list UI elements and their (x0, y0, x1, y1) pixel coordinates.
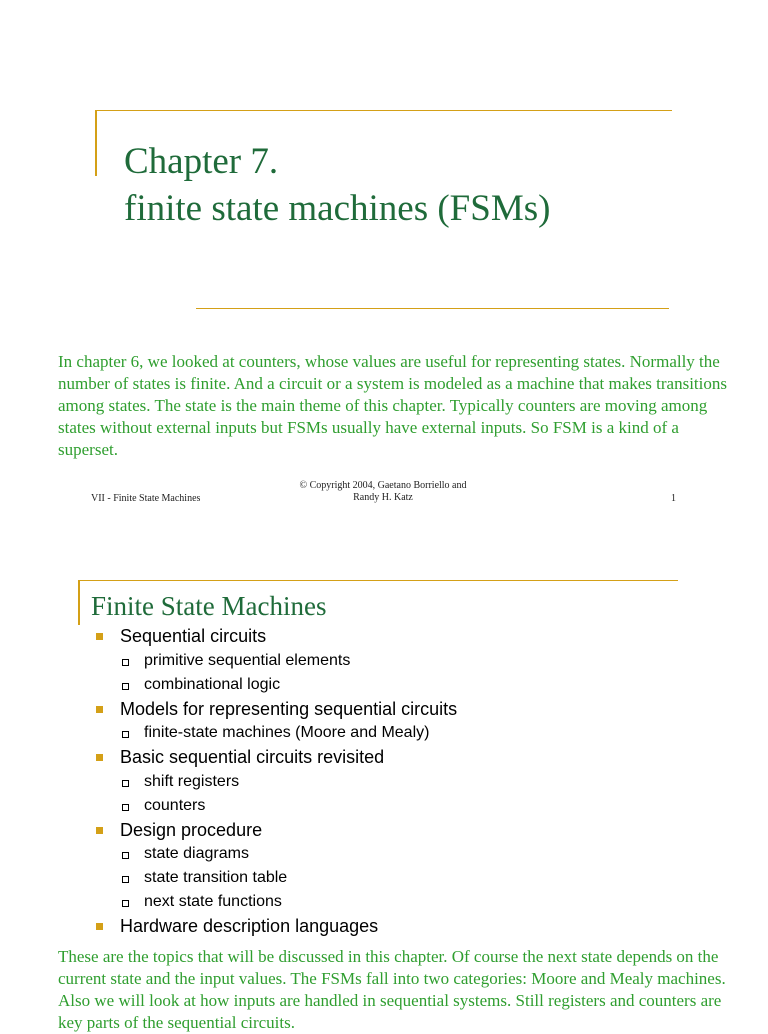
sub-bullet-item (96, 721, 716, 745)
bullet-label: Basic sequential circuits revisited (120, 747, 385, 767)
sub-bullet-label: state diagrams (144, 845, 249, 862)
bullet-label: Hardware description languages (120, 916, 379, 936)
square-bullet-icon (96, 706, 103, 713)
sub-bullet-item (96, 842, 716, 866)
title-accent-bottom-line (196, 308, 669, 309)
hollow-square-bullet-icon (122, 731, 129, 738)
hollow-square-bullet-icon (122, 876, 129, 883)
sub-bullet-label: combinational logic (144, 675, 281, 693)
hollow-square-bullet-icon (122, 659, 129, 666)
slide1-title-line2: finite state machines (FSMs) (124, 188, 551, 229)
hollow-square-bullet-icon (122, 900, 129, 907)
sub-bullet-label: next state functions (144, 893, 282, 910)
hollow-square-bullet-icon (122, 780, 129, 787)
footer-copyright (283, 480, 483, 504)
slide2-notes: These are the topics that will be discussed in this chapter. Of course the next state depends on the current state and the input values. The FSMs fall into two categories: Moore and Mealy machines. Also we will look at how inputs are handled in sequential systems. Still registers and counters are key parts of the sequential circuits. (58, 947, 726, 1032)
footer-copyright-line1: © Copyright 2004, Gaetano Borriello and (299, 480, 467, 491)
bullet-item (96, 818, 716, 843)
topic-bullet-list (96, 624, 716, 939)
hollow-square-bullet-icon (122, 852, 129, 859)
sub-bullet-label: primitive sequential elements (144, 651, 351, 669)
bullet-label: Sequential circuits (120, 626, 267, 646)
footer-chapter-label: VII - Finite State Machines (91, 493, 201, 504)
square-bullet-icon (96, 923, 103, 930)
bullet-item (96, 697, 716, 722)
title-accent-vertical-line (95, 110, 97, 176)
sub-bullet-item (96, 649, 716, 673)
sub-bullet-item (96, 866, 716, 890)
square-bullet-icon (96, 827, 103, 834)
bullet-item (96, 745, 716, 770)
footer-copyright-line2: Randy H. Katz (353, 492, 413, 503)
bullet-item (96, 914, 716, 939)
slide1-title (124, 138, 684, 232)
bullet-item (96, 624, 716, 649)
square-bullet-icon (96, 633, 103, 640)
square-bullet-icon (96, 754, 103, 761)
sub-bullet-label: shift registers (144, 772, 240, 790)
slide2-accent-vertical-line (78, 580, 80, 625)
sub-bullet-item (96, 770, 716, 794)
hollow-square-bullet-icon (122, 683, 129, 690)
slide2-accent-top-line (78, 580, 678, 581)
sub-bullet-item (96, 673, 716, 697)
sub-bullet-label: finite-state machines (Moore and Mealy) (144, 724, 430, 741)
slide1-notes: In chapter 6, we looked at counters, whose values are useful for representing states. Normally the number of states is finite. And a circuit or a system is modeled as a machine that makes transitions among states. The state is the main theme of this chapter. Typically counters are moving among states without external inputs but FSMs usually have external inputs. So FSM is a kind of a superset. (58, 352, 727, 459)
sub-bullet-label: counters (144, 796, 206, 814)
title-accent-top-line (95, 110, 672, 111)
bullet-label: Design procedure (120, 819, 263, 840)
sub-bullet-item (96, 794, 716, 818)
sub-bullet-label: state transition table (144, 869, 288, 886)
slide2-title: Finite State Machines (91, 591, 327, 621)
slide1-title-line1: Chapter 7. (124, 141, 279, 182)
hollow-square-bullet-icon (122, 804, 129, 811)
footer-page-number: 1 (671, 493, 676, 504)
bullet-label: Models for representing sequential circuits (120, 698, 458, 719)
sub-bullet-item (96, 890, 716, 914)
